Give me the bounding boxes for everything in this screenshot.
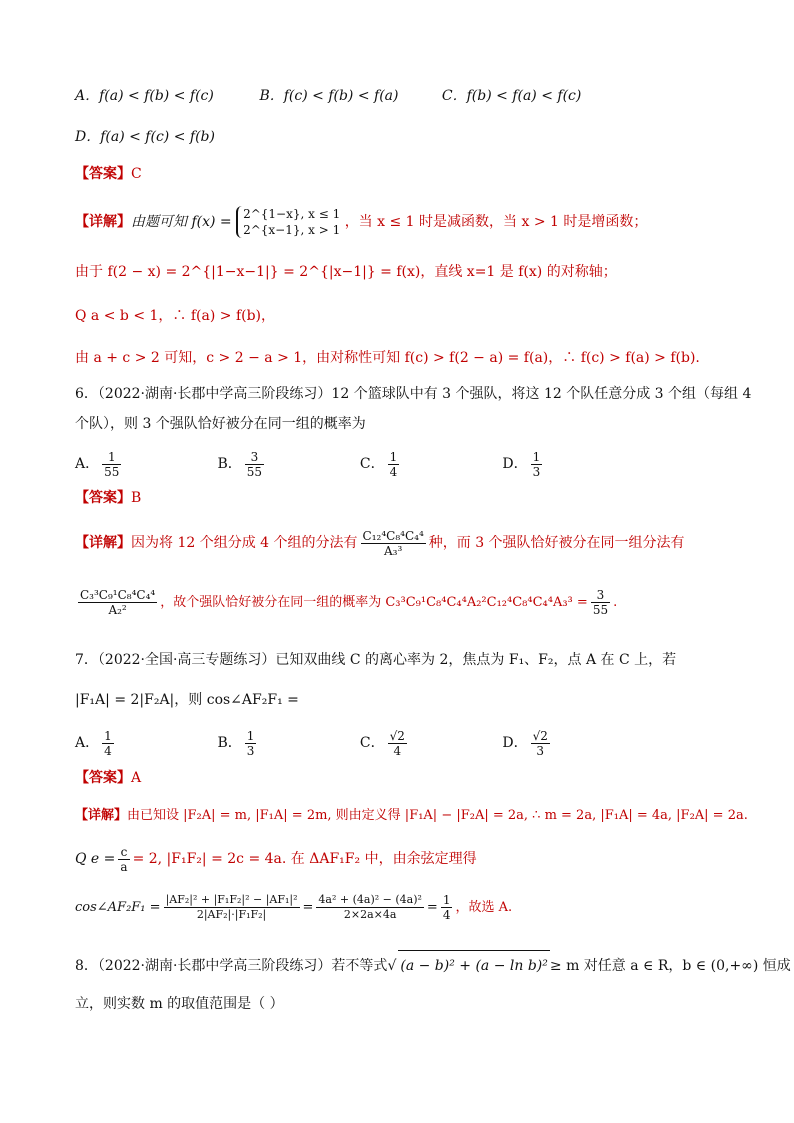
answer-tag: 【答案】 <box>75 166 131 182</box>
q6-options <box>75 448 724 480</box>
q7-option-d: D． $\frac{√2}{3}$ <box>502 728 548 758</box>
q7-answer <box>75 768 724 788</box>
q7-options <box>75 726 724 760</box>
q5-detail-line1 <box>75 204 724 240</box>
q7-detail-line1: 【详解】由已知设 |F₂A| = m, |F₁A| = 2m, 则由定义得 |F₁A| − |F₂A| = 2a, ∴ m = 2a, |F₁A| = 4a, |F₂A| = 2a. <box>75 808 748 823</box>
q7-detail-line3: cos∠AF₂F₁ = $\frac{\text{|AF₂|² + |F₁F₂|² − |AF₁|²}}{\text{2|AF₂|·|F₁F₂|}}$ = $\frac{\text{4a² + (4a)² − (4a)²}}{2\times 2a\times 4a}$ = $\frac{1}{4}$ ，故选 A. <box>75 893 513 922</box>
sqrt-icon: √ <box>387 958 397 974</box>
q6-stem-line1: 6．（2022·湖南·长郡中学高三阶段练习）12 个篮球队中有 3 个强队，将这 12 个队任意分成 3 个组（每组 4 <box>75 386 752 402</box>
q8-stem-line2: 立，则实数 m 的取值范围是（ ） <box>75 996 284 1012</box>
q7-stem-line1: 7．（2022·全国·高三专题练习）已知双曲线 C 的离心率为 2，焦点为 F₁、F₂，点 A 在 C 上，若 <box>75 652 677 668</box>
piece-2: 2^{x−1}, x > 1 <box>243 223 341 237</box>
answer-value: C <box>131 166 142 182</box>
detail-tag: 【详解】 <box>75 808 128 823</box>
q5-monotonic-text: ，当 x ≤ 1 时是减函数，当 x > 1 时是增函数； <box>344 214 648 230</box>
q6-stem-line2: 个队），则 3 个强队恰好被分在同一组的概率为 <box>75 416 366 432</box>
piece-1: 2^{1−x}, x ≤ 1 <box>243 207 341 221</box>
q7-stem-line2: |F₁A| = 2|F₂A|，则 cos∠AF₂F₁ = <box>75 692 299 708</box>
answer-value: A <box>131 770 142 786</box>
q5-func-def: 由题可知 f(x) = <box>131 214 232 230</box>
answer-tag: 【答案】 <box>75 490 131 506</box>
q6-detail-line2: $\frac{\text{C₃³C₉¹C₈⁴C₄⁴}}{\text{A₂²}}$ ，故个强队恰好被分在同一组的概率为 C₃³C₉¹C₈⁴C₄⁴A₂²C₁₂⁴C₈⁴C₄⁴A₃³ = $\frac{3}{55}$ . <box>80 588 618 617</box>
q5-option-c: C．f(b) < f(a) < f(c) <box>441 88 582 104</box>
q6-option-d: D． $\frac{1}{3}$ <box>502 449 541 479</box>
q7-detail-line2: Q e = $\frac{c}{a}$ = 2, |F₁F₂| = 2c = 4a. 在 ΔAF₁F₂ 中，由余弦定理得 <box>75 844 477 874</box>
answer-tag: 【答案】 <box>75 770 131 786</box>
q5-detail-line2: 由于 f(2 − x) = 2^{|1−x−1|} = 2^{|x−1|} = f(x)，直线 x=1 是 f(x) 的对称轴； <box>75 264 617 280</box>
q6-answer <box>75 488 724 508</box>
q6-option-a: A． $\frac{1}{55}$ <box>75 449 120 479</box>
q5-detail-line3: Q a < b < 1，∴ f(a) > f(b)， <box>75 308 276 324</box>
q6-detail-line1: 【详解】因为将 12 个组分成 4 个组的分法有 $\frac{\text{C₁₂⁴C₈⁴C₄⁴}}{\text{A₃³}}$ 种，而 3 个强队恰好被分在同一组分法有 <box>75 528 685 558</box>
q7-option-c: C． $\frac{√2}{4}$ <box>359 728 405 758</box>
q6-option-b: B． $\frac{3}{55}$ <box>217 449 263 479</box>
q5-answer <box>75 164 724 184</box>
q5-option-d: D．f(a) < f(c) < f(b) <box>75 129 215 145</box>
q6-option-c: C． $\frac{1}{4}$ <box>359 449 398 479</box>
q5-options-row2 <box>75 127 724 147</box>
q5-option-b: B．f(c) < f(b) < f(a) <box>259 88 399 104</box>
q5-detail-line4: 由 a + c > 2 可知，c > 2 − a > 1，由对称性可知 f(c) > f(2 − a) = f(a)，∴ f(c) > f(a) > f(b). <box>75 350 700 366</box>
q7-option-b: B． $\frac{1}{3}$ <box>217 728 255 758</box>
q5-option-a: A．f(a) < f(b) < f(c) <box>75 88 214 104</box>
q5-options-row1 <box>75 86 724 106</box>
q8-stem-line1: 8．（2022·湖南·长郡中学高三阶段练习）若不等式√ (a − b)² + (a − ln b)² ≥ m 对任意 a ∈ R，b ∈ (0,+∞) 恒成 <box>75 950 724 980</box>
detail-tag: 【详解】 <box>75 535 131 551</box>
detail-tag: 【详解】 <box>75 214 131 230</box>
piecewise-brace <box>236 206 340 238</box>
q7-option-a: A． $\frac{1}{4}$ <box>75 728 112 758</box>
answer-value: B <box>131 490 142 506</box>
